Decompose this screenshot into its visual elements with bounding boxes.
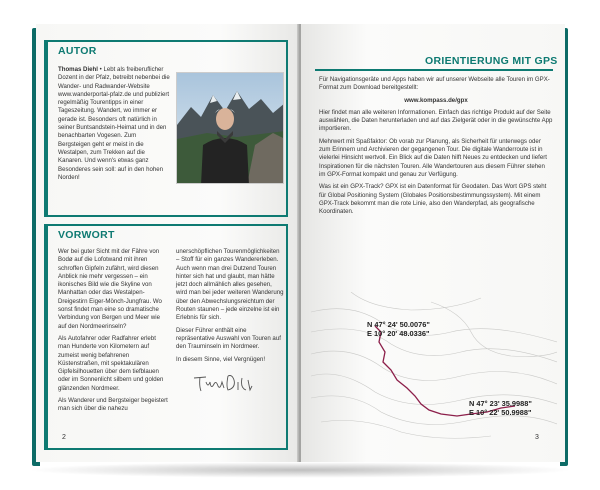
foreword-paragraph: Dieser Führer enthält eine repräsentative Auswahl von Touren auf den Trauminseln im Nordmeer.: [176, 326, 281, 351]
book-shadow: [26, 462, 574, 478]
gps-paragraph-info: Hier findet man alle weiteren Informationen. Einfach das richtige Produkt auf der Seite auswählen, die Daten herunterladen und auf das Zielgerät oder in die gewünschte App importieren.: [319, 108, 553, 133]
coordinate-end: [469, 399, 532, 417]
gps-track-map: [311, 292, 557, 442]
author-name: Thomas Diehl: [58, 66, 98, 73]
right-page: [301, 24, 565, 462]
foreword-paragraph: Als Autofahrer oder Radfahrer erlebt man Hunderte von Kilometern auf zumeist wenig befahrenen Küstenstraßen, mit spektakulären Gipfelsilhouetten über dem tiefblauen oder im Sonnenlicht silbern und golden glänzenden Nordmeer.: [58, 334, 164, 392]
foreword-paragraph: unerschöpflichen Tourenmöglichkeiten – Stoff für ein ganzes Wandererleben. Auch wenn man drei Dutzend Touren hinter sich hat und glaubt, man hätte jetzt doch allmählich alles gesehen, wird man bei jeder weiteren Wanderung über den Abwechslungsreichtum der Routen staunen – jede einzelne ist ein Erlebnis für sich.: [176, 248, 284, 322]
page-number-right: 3: [535, 434, 539, 441]
author-photo: [176, 72, 284, 184]
gps-heading-rule: [315, 69, 553, 71]
foreword-paragraph: In diesem Sinne, viel Vergnügen!: [176, 355, 266, 363]
foreword-paragraph: Als Wanderer und Bergsteiger begeistert man sich über die nahezu: [58, 397, 168, 413]
gps-paragraph-download: Für Navigationsgeräte und Apps haben wir auf unserer Webseite alle Touren im GPX-Format zum Download bereitgestellt:: [319, 76, 550, 92]
coordinate-start-lat: N 47° 24' 50.0076": [367, 320, 430, 329]
coordinate-start: [367, 320, 430, 338]
gps-download-link[interactable]: www.kompass.de/gpx: [404, 96, 468, 104]
foreword-heading: VORWORT: [58, 229, 115, 241]
gps-text: [319, 76, 553, 220]
coordinate-start-lon: E 10° 20' 48.0336": [367, 329, 430, 338]
gps-heading: ORIENTIERUNG MIT GPS: [425, 55, 558, 67]
page-number-left: 2: [62, 434, 66, 441]
gps-paragraph-definition: Was ist ein GPX-Track? GPX ist ein Datenformat für Geodaten. Das Wort GPS steht für Global Positioning System (Globales Positionsbestimmungssystem). Mit einem GPX-Track bekommt man die rote Linie, also den Wanderpfad, als geografische Koordinaten.: [319, 183, 547, 216]
author-heading: AUTOR: [58, 45, 97, 57]
author-bio: [58, 66, 170, 182]
foreword-column-1: [58, 248, 168, 418]
author-signature: [192, 372, 254, 399]
author-bio-text: • Lebt als freiberuflicher Dozent in der Pfalz, betreibt nebenbei die Wander- und Radwander-Website www.wanderportal-pfalz.de und publiziert regelmäßig Tourentipps in einer Tageszeitung. Wandert, wo immer er gerade ist. Besonders oft natürlich in seiner Buntsandstein-Heimat und in den benachbarten Vogesen. Zum Bergsteigen geht er meist in die Westalpen, zum Trekken auf die Kanaren. Und wenn's etwas ganz Besonderes sein soll: auf in den hohen Norden!: [58, 66, 170, 181]
gps-paragraph-value: Mehrwert mit Spaßfaktor: Ob vorab zur Planung, als Sicherheit für unterwegs oder zum Erinnern und Archivieren der gegangenen Tour. Die digitale Wanderroute ist in vielerlei Hinsicht wertvoll. Ein Blick auf die Daten hilft Neues zu entdecken und liefert Inspirationen für die nächsten Touren. Alle Wandertouren aus diesem Führer stehen im GPX-Format kompakt und genau zur Verfügung.: [319, 137, 547, 178]
foreword-column-2: [176, 248, 284, 368]
coordinate-end-lat: N 47° 23' 35.9988": [469, 399, 532, 408]
left-page: [36, 24, 299, 462]
coordinate-end-lon: E 10° 22' 50.9988": [469, 408, 532, 417]
foreword-paragraph: Wer bei guter Sicht mit der Fähre von Bodø auf die Lofotwand mit ihren schroffen Gipfeln zufährt, wird diesen Anblick nie mehr vergessen – ein ikonisches Bild wie die Skyline von Manhattan oder das Westalpen-Dreigestirn Eiger-Mönch-Jungfrau. Wo sonst findet man eine so dramatische Verbindung von Bergen und Meer wie auf den Nordmeerinseln?: [58, 248, 162, 330]
